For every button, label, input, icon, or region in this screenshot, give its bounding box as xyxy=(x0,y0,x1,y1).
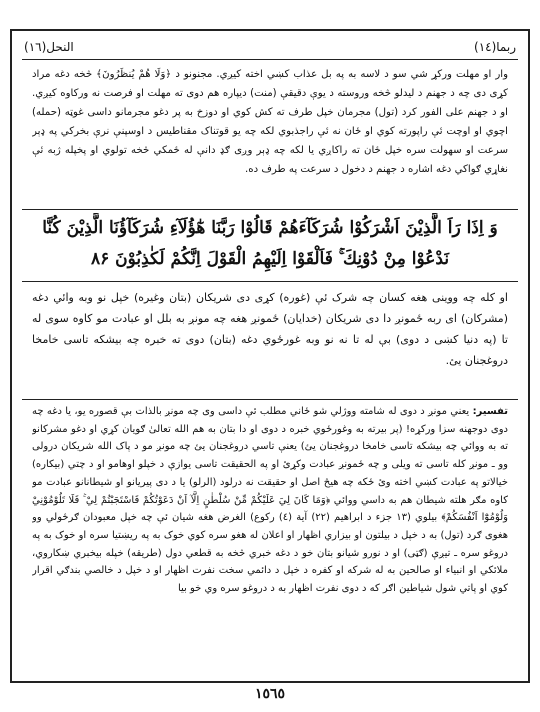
translation-paragraph xyxy=(32,287,508,395)
page-number: ١٥٦٥ xyxy=(254,686,286,702)
tafsir-label: تفسير: xyxy=(472,406,508,417)
running-header xyxy=(24,37,516,57)
tafsir-paragraph xyxy=(32,403,508,677)
tafsir-text: يعني مونږ د دوی له شامته ووژلي شو ځاني مطلب ئې داسی وی چه مونږ بالذات بې قصوره يو، يا دغه چه دوی دوجهنه سزا ورکړه! (پر بيرته به وغورځوي خبره د دوی او دا بتان به هم الله تعالیٰ ګويان کړي او دغو مشرکانو ته به ووائي چه بيشکه تاسی خامخا دروغجنان يئ) يعنې تاسي دروغجنان يئ چه مونږ مو د پاک الله شريکان درولی وو ـ مونږ کله تاسی ته ويلی و چه ځمونږ عبادت وکړئ او په الحقيقت تاسی يوازې د خپلو اوهامو او د چتي (بيکاره) خيالاتو په عبادت کښي اخته وئ ځکه چه هيڅ اصل او حقيقت نه درلود (الرلو) يا د دی پيريانو او شيطانانو عبادت مو کاوه مګر هلته شيطان هم به داسي ووائي ﴿وَمَا كَانَ لِيَ عَلَيْكُمْ مِّنْ سُلْطٰنٍ اِلَّآ اَنْ دَعَوْتُكُمْ فَاسْتَجَبْتُمْ لِيْ ۚ فَلَا تَلُوْمُوْنِيْ وَلُوْمُوْٓا اَنْفُسَكُمْ﴾ بيلوي (۱۳ جزء د ابراهيم (۲۲) آية (٤) ركوع) الغرض هغه شيان ئې چه خپل معبودان ګرځولي وو هغوی ګرد (تول) به د خپل د بيلتون او بيزاري اظهار او اعلان له هغو سره کوي خوک به په ريښتيا سره او خوک به په دروغو سره ـ تيږې (ګټی) او د نورو شيانو بتان خو د دغه خبري څخه به قطعي دول (طريقه) خپله بيخبري ښکاروي، ملائکي او انبياء او صالحين به له شرکه او کفره د خپل د دائمي سخت نفرت اظهار او د خپل د خالصي بندګي اقرار کوي او پاتي شول شياطين اګر که د دوی نفرت اظهار به د دروغو سره وي خو بيا xyxy=(32,406,508,595)
ayah-top-divider xyxy=(22,209,518,210)
quran-ayah: وَ اِذَا رَاَ الَّذِيْنَ اَشْرَكُوْا شُرَكَآءَهُمْ قَالُوْا رَبَّنَا هٰٓؤُلَآءِ شُرَكَآؤُنَا الَّذِيْنَ كُنَّا نَدْعُوْا مِنْ دُوْنِكَ ۚ فَاَلْقَوْا اِلَيْهِمُ الْقَوْلَ اِنَّكُمْ لَكٰذِبُوْنَ ۸۶ xyxy=(42,218,498,269)
ayah-bottom-divider xyxy=(22,281,518,282)
translation-text: او کله چه ووينی هغه کسان چه شرک ئې (غوره) کړی دی شريکان (بتان وغيره) خپل نو وبه وائي دغه (مشرکان) ای ربه ځمونږ دا دی شريکان (خدايان) ځمونږ هغه چه مونږ به بلل او عبادت مو کاوه سوی له تا (په دنيا کښی د دوی) بې له تا نه نو وبه غورځوي دغه (بتان) دوی ته خبره چه بيشکه تاسی خامخا دروغجنان يئ. xyxy=(32,291,508,367)
page-frame xyxy=(10,29,530,683)
intro-text: وار او مهلت ورکړ شي سو د لاسه به په بل عذاب کښي اخته کيږي. مجنونو د ﴿وَلَا هُمْ يُنظَرُونَ﴾ څخه دغه مراد کړی دی چه د جهنم د ليدلو څخه وروسته د يوې دقيقې (منت) ديپاره هم دوی ته مهلت او فرصت نه ورکاوه کيږي. او د جهنم علی الفور کرد (تول) مجرمان خپل طرف ته کش کوي او دوزخ به پر دغو مجرمانو داسی غوټه (حمله) اچوي او اوچت ئې راپورته کوي او ځان نه ئې راجذبوي لکه چه يو قوتناک مقناطيس د اوسپنې نرې بخرکي په ډېر سرعت او سهولت سره خپل ځان ته راکاږي يا لکه چه ډېر وږی ګډ دانې له ځمکي څخه تولوي او پخپله ژبه ئې نغاړي ګواکي دغه اشاره د جهنم د دخول د سرعت په طرف ده. xyxy=(32,69,508,175)
tafsir-divider xyxy=(22,399,518,400)
header-surah: النحل(١٦) xyxy=(24,40,74,54)
header-divider xyxy=(22,59,518,60)
header-juz: ربما(۱٤) xyxy=(474,40,516,54)
